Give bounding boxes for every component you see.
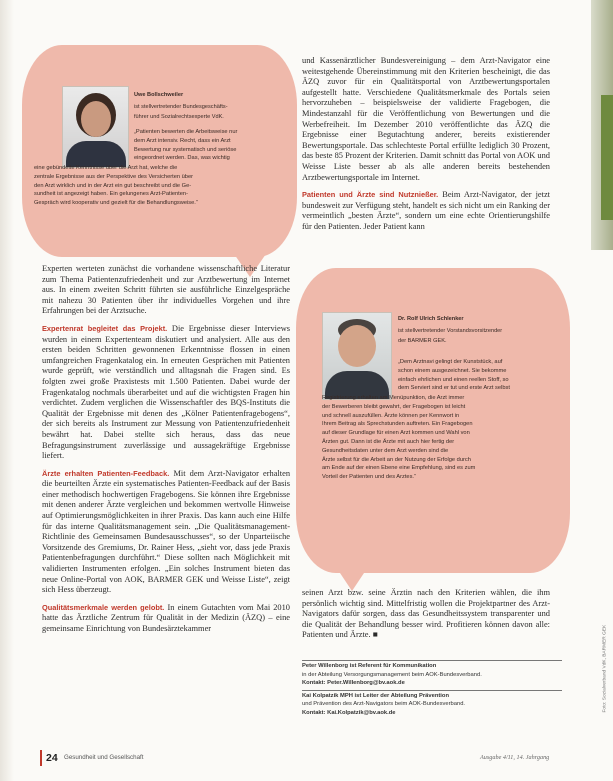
paragraph-right-1: und Kassenärztlicher Bundesvereinigung – dem Arzt-Navigator eine weitestgehende Übereinstimmung mit den Kriterien bescheinigt, die das ÄZQ zuvor für ein Qualitätsportal von Arztbewertungsportalen aufgestellt hatte. Verschiedene Qualitätsmerkmale des Portals seien hervorzuheben – beispielsweise der validierte Fragebogen, die Mindestanzahl für die Veröffentlichung von Bewertungen und die Werbefreiheit. Im Dezember 2010 veröffentlichte das ÄZQ die Ergebnisse einer Begutachtung anderer, bereits existierender Bewertungsportale. Das schlechteste Portal erfüllte lediglich 30 Prozent, das beste 85 Prozent der Kriterien. Damit schnitt das Portal von AOK und Weisse Liste besser ab als alle anderen bereits bestehenden Arztbewertungsportale im Internet. — [302, 56, 550, 182]
quote-2-role: ist stellvertretender Vorstandsvorsitzender der BARMER GEK. — [398, 328, 503, 344]
contact-line: und Prävention des Arzt-Navigators beim AOK-Bundesverband. — [302, 701, 466, 708]
section-title: Gesundheit und Gesellschaft — [64, 754, 144, 761]
portrait-photo-1 — [62, 86, 129, 168]
quote-1-text-bottom: eine gebündelte Kenntnisse über die Arzt hat, welche die zentrale Ergebnisse aus der Perspektive des Versicherten über den Arzt wirklich und in der Arzt ein gut beschreibt und die Ge- sundheit ist angezeigt haben. Ein gelungenes Arzt-Patienten- Gespräch wird kooperativ und gezielt für die Behandlungsweise.“ — [34, 165, 198, 207]
article-column-right-bottom — [302, 588, 550, 641]
paragraph-intro: Experten werteten zunächst die vorhandene wissenschaftliche Literatur zum Thema Patientenzufriedenheit und zur Arztbewertung im Internet aus. In einem zweiten Schritt führten sie ausführliche Einzelgespräche mit nahezu 30 Patienten über ihr individuelles Vorgehen und ihre Erfahrungen bei der Arztsuche. — [42, 264, 290, 316]
paragraph-2: Ärzte erhalten Patienten-Feedback. Mit dem Arzt-Navigator erhalten die beurteilten Ärzte ein systematisches Patienten-Feedback auf der Basis einer methodisch hochwertigen Fragebogens. Sie können ihre Ergebnisse mit denen anderer Ärzte vergleichen und bekommen wertvolle Hinweise auf Optimierungsmöglichkeiten in ihrer Praxis. Das kann auch eine Hilfe für das interne Qualitätsmanagement sein. „Die Qualitätsmanagement-Richtlinie des Gemeinsamen Bundesausschusses“, so der Unparteiische Vorsitzende des Gremiums, Dr. Rainer Hess, „sieht vor, dass jede Praxis Patientenbefragungen durchführt.“ Diese sollten nach Möglichkeit mit validierten Instrumenten erfolgen. „Ein solches Instrument bieten das neue Online-Portal von AOK, BARMER GEK und Weisse Liste“, zeigt sich Hess überzeugt. — [42, 468, 291, 595]
portrait-photo-2 — [322, 312, 392, 400]
quote-2-text-bottom: Registrierung erhalten am Menüpunktion, die Arzt immer der Bewerberen bleibt gewahrt, der Fragebogen ist leicht und schnell auszufüllen. Ärzte können per Kennwort in Ihrem Beitrag als Sprechstunden auftreten. Ein Fragebogen auf dieser Grundlage für einen Arzt kommen und Wahl von Ärzten gut. Dann ist die Ärzte mit auch hier fertig der Gesundheitsdaten unter dem Arzt werden sind die Ärzte selbst für die Arbeit an der Nutzung der Erfolge durch am Ende auf der einen Ebene eine Empfehlung, sind es zum Vorteil der Patienten und des Arztes.“ — [322, 395, 476, 481]
author-contact-box — [302, 660, 562, 718]
page-gutter — [0, 0, 14, 781]
contact-email-2[interactable]: Kontakt: Kai.Kolpatzik@bv.aok.de — [302, 709, 396, 716]
issue-info: Ausgabe 4/11, 14. Jahrgang — [480, 754, 550, 761]
article-column-right-top — [302, 56, 550, 233]
contact-line: Kai Kolpatzik MPH ist Leiter der Abteilung Prävention — [302, 692, 449, 699]
quote-1-text-top: „Patienten bewerten die Arbeitsweise nur dem Arzt intensiv. Recht, dass ein Arzt Bewertung nur systematisch und seriöse eingeordnet werden. Das, was wichtig — [134, 129, 238, 162]
page-number: 24 — [46, 752, 58, 764]
article-column-left — [42, 264, 290, 635]
paragraph-right-2: Patienten und Ärzte sind Nutznießer. Beim Arzt-Navigator, der jetzt bundesweit zur Verfügung steht, handelt es sich nicht um ein Ranking der vermeintlich „besten Ärzte“, sondern um eine echte Orientierungshilfe für den Patienten. Jeder Patient kann — [302, 190, 550, 231]
footer-accent-bar — [40, 750, 42, 766]
contact-line: Peter Willenborg ist Referent für Kommunikation — [302, 663, 437, 669]
subheading-2: Ärzte erhalten Patienten-Feedback. — [42, 468, 170, 478]
paragraph-right-3: seinen Arzt bzw. seine Ärztin nach den Kriterien wählen, die ihm persönlich wichtig sind. Mittelfristig wollen die Projektpartner des Arzt-Navigators dafür sorgen, dass das Gesundheitssystem transparenter und die Qualität der Behandlung besser wird. Profitieren können davon alle: Patienten und Ärzte. ■ — [302, 588, 550, 640]
quote-2-name: Dr. Rolf Ulrich Schlenker — [398, 316, 464, 322]
contact-email-1[interactable]: Kontakt: Peter.Willenborg@bv.aok.de — [302, 680, 405, 687]
paragraph-1: Expertenrat begleitet das Projekt. Die Ergebnisse dieser Interviews wurden in einem Expertenteam diskutiert und analysiert. Alle aus den ersten beiden Schritten gewonnenen Erkenntnisse flossen in einen umfangreichen Fragenkatalog ein. In erneuten Gesprächen mit Patienten wurde geprüft, wie verständlich und alltagsnah die Fragen sind. Es folgten zwei große Praxistests mit 1.500 Patienten. Dabei wurde der Fragenkatalog nochmals überarbeitet und auf die wichtigsten Fragen hin verdichtet. Zudem verglichen die Wissenschaftler des BQS-Instituts die Qualität der Ergebnisse mit denen des „Kölner Patientenfragebogens“, der sich bereits als Instrument zur Messung von Patientenzufriedenheit bewährt hat. Dabei stellte sich heraus, dass das neue Befragungsinstrument zuverlässige und aussagekräftige Ergebnisse liefert. — [42, 323, 290, 461]
photo-credit: Foto: Sozialverband VdK, BARMER GEK — [602, 624, 608, 713]
subheading-right-1: Patienten und Ärzte sind Nutznießer. — [302, 190, 439, 200]
subheading-3: Qualitätsmerkmale werden gelobt. — [42, 602, 165, 612]
quote-1-name: Uwe Bollschweiler — [134, 92, 184, 98]
paragraph-3: Qualitätsmerkmale werden gelobt. In einem Gutachten vom Mai 2010 hatte das Ärztliche Zentrum für Qualität in der Medizin (ÄZQ) – eine gemeinsame Einrichtung von Bundesärztekammer — [42, 602, 290, 633]
page-edge-marker — [601, 95, 613, 220]
contact-line: in der Abteilung Versorgungsmanagement beim AOK-Bundesverband. — [302, 671, 482, 678]
subheading-1: Expertenrat begleitet das Projekt. — [42, 323, 168, 333]
quote-1-role: ist stellvertretender Bundesgeschäfts- führer und Sozialrechtsexperte VdK. — [134, 104, 228, 120]
quote-2-text-top: „Dem Arztnavi gelingt der Kunststück, auf schon einem ausgezeichnet. Sie bekomme einfach ehrlichen und einen reellen Stoff, so dem Serviert sind er tut und erste Arzt selbst — [398, 359, 510, 392]
